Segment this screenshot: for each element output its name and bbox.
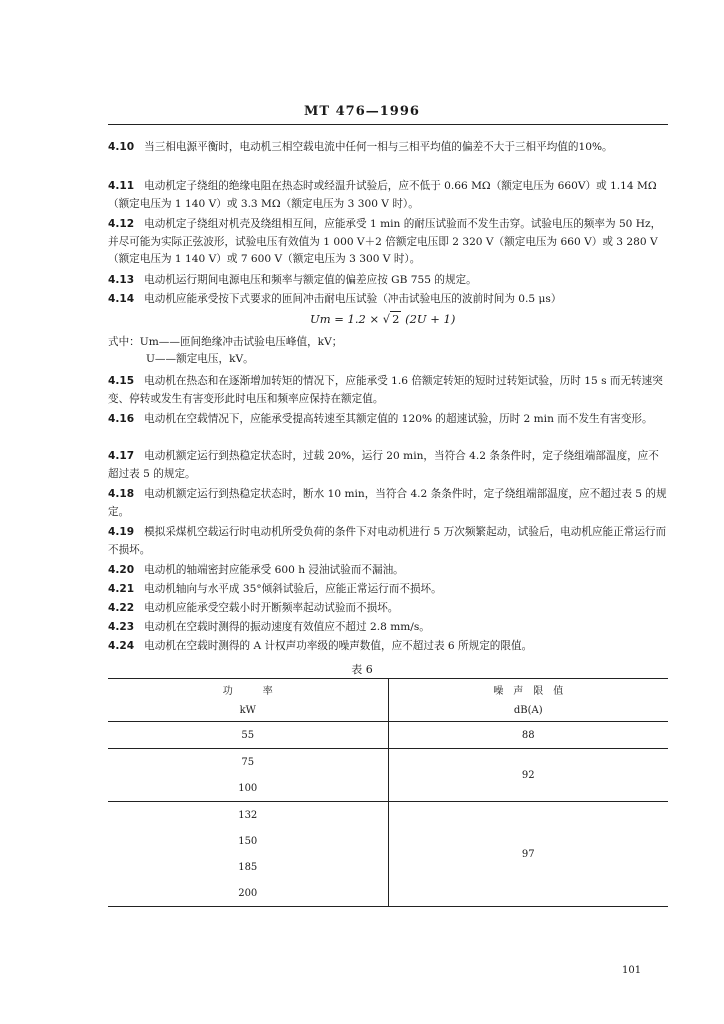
table-cell-power: 185 — [108, 854, 388, 880]
where-line-1: 式中：Um——匝间绝缘冲击试验电压峰值，kV； — [108, 336, 343, 348]
table-cell-noise: 88 — [388, 722, 668, 749]
clause-4-11 — [108, 178, 668, 213]
clause-number: 4.15 — [108, 375, 135, 387]
clause-number: 4.12 — [108, 218, 135, 230]
clause-number: 4.17 — [108, 450, 135, 462]
clause-4-18 — [108, 486, 668, 521]
table-cell-power: 200 — [108, 880, 388, 907]
clause-4-10 — [108, 139, 668, 157]
formula: Um = 1.2 × √ 2 (2U + 1) — [310, 312, 456, 326]
table-cell-power: 132 — [108, 802, 388, 829]
clause-number: 4.16 — [108, 413, 135, 425]
table-cell-power: 75 — [108, 749, 388, 776]
clause-text: 电动机定子绕组的绝缘电阻在热态时或经温升试验后，应不低于 0.66 MΩ（额定电压为 660V）或 1.14 MΩ（额定电压为 1 140 V）或 3.3 MΩ（额定电压为 3 300 V 时）。 — [108, 180, 657, 210]
clause-number: 4.21 — [108, 583, 135, 595]
clause-text: 电动机应能承受空载小时开断频率起动试验而不损坏。 — [144, 602, 399, 614]
clause-text: 电动机在空载时测得的振动速度有效值应不超过 2.8 mm/s。 — [144, 621, 430, 633]
table-cell-noise: 92 — [388, 749, 668, 802]
table-cell-power: 100 — [108, 775, 388, 802]
clause-4-24 — [108, 638, 668, 656]
clause-number: 4.20 — [108, 564, 135, 576]
clause-text: 电动机运行期间电源电压和频率与额定值的偏差应按 GB 755 的规定。 — [144, 274, 477, 286]
table-cell-noise: 97 — [388, 802, 668, 907]
table-header-noise-unit: dB(A) — [388, 699, 668, 722]
formula-lhs: Um — [310, 312, 331, 326]
page-number: 101 — [622, 965, 642, 976]
clause-number: 4.11 — [108, 180, 135, 192]
clause-text: 电动机应能承受按下式要求的匝间冲击耐电压试验（冲击试验电压的波前时间为 0.5 μs） — [144, 293, 562, 305]
clause-text: 电动机额定运行到热稳定状态时，过载 20%，运行 20 min，当符合 4.2 条条件时，定子绕组端部温度，应不超过表 5 的规定。 — [108, 450, 659, 480]
clause-text: 电动机额定运行到热稳定状态时，断水 10 min，当符合 4.2 条条件时，定子绕组端部温度，应不超过表 5 的规定。 — [108, 488, 667, 518]
where-line-2: U——额定电压，kV。 — [146, 353, 254, 365]
clause-number: 4.14 — [108, 293, 135, 305]
clause-text: 模拟采煤机空载运行时电动机所受负荷的条件下对电动机进行 5 万次频繁起动，试验后，电动机应能正常运行而不损坏。 — [108, 526, 667, 556]
clause-text: 当三相电源平衡时，电动机三相空载电流中任何一相与三相平均值的偏差不大于三相平均值的10%。 — [144, 141, 613, 153]
clause-4-23 — [108, 619, 668, 637]
clause-text: 电动机在空载时测得的 A 计权声功率级的噪声数值，应不超过表 6 所规定的限值。 — [144, 640, 533, 652]
page-header: MT 476—1996 — [304, 104, 420, 119]
clause-number: 4.13 — [108, 274, 135, 286]
clause-4-13 — [108, 272, 668, 290]
clause-number: 4.23 — [108, 621, 135, 633]
clause-number: 4.18 — [108, 488, 135, 500]
formula-rhs-suffix: (2U + 1) — [405, 312, 456, 326]
clause-number: 4.24 — [108, 640, 135, 652]
table-header-power: 功 率 — [108, 679, 388, 700]
table-6-title: 表 6 — [351, 663, 373, 676]
clause-4-15 — [108, 373, 668, 408]
table-cell-power: 150 — [108, 828, 388, 854]
table-header-power-unit: kW — [108, 699, 388, 722]
clause-number: 4.22 — [108, 602, 135, 614]
formula-root: 2 — [392, 312, 400, 326]
clause-text: 电动机在热态和在逐渐增加转矩的情况下，应能承受 1.6 倍额定转矩的短时过转矩试验，历时 15 s 而无转速突变、停转或发生有害变形此时电压和频率应保持在额定值。 — [108, 375, 663, 405]
clause-text: 电动机在空载情况下，应能承受提高转速至其额定值的 120% 的超速试验，历时 2 min 而不发生有害变形。 — [144, 413, 653, 425]
clause-4-22 — [108, 600, 668, 618]
header-rule — [108, 124, 668, 125]
clause-4-21 — [108, 581, 668, 599]
clause-number: 4.19 — [108, 526, 135, 538]
clause-4-17 — [108, 448, 668, 483]
table-header-noise: 噪 声 限 值 — [388, 679, 668, 700]
clause-4-19 — [108, 524, 668, 559]
clause-4-12 — [108, 216, 668, 269]
clause-4-16 — [108, 411, 668, 429]
table-6 — [108, 678, 668, 907]
clause-4-20 — [108, 562, 668, 580]
clause-text: 电动机轴向与水平成 35°倾斜试验后，应能正常运行而不损坏。 — [144, 583, 442, 595]
formula-rhs-prefix: = 1.2 × — [334, 312, 380, 326]
table-cell-power: 55 — [108, 722, 388, 749]
clause-text: 电动机定子绕组对机壳及绕组相互间，应能承受 1 min 的耐压试验而不发生击穿。试验电压的频率为 50 Hz，并尽可能为实际正弦波形，试验电压有效值为 1 000 V＋2 倍额定电压即 2 320 V（额定电压为 660 V）或 3 280 V（额定电压为 1 140 V）或 7 600 V（额定电压为 3 300 V 时）。 — [108, 218, 662, 266]
clause-4-14 — [108, 291, 668, 309]
clause-text: 电动机的轴端密封应能承受 600 h 浸油试验而不漏油。 — [144, 564, 404, 576]
clause-number: 4.10 — [108, 141, 135, 153]
